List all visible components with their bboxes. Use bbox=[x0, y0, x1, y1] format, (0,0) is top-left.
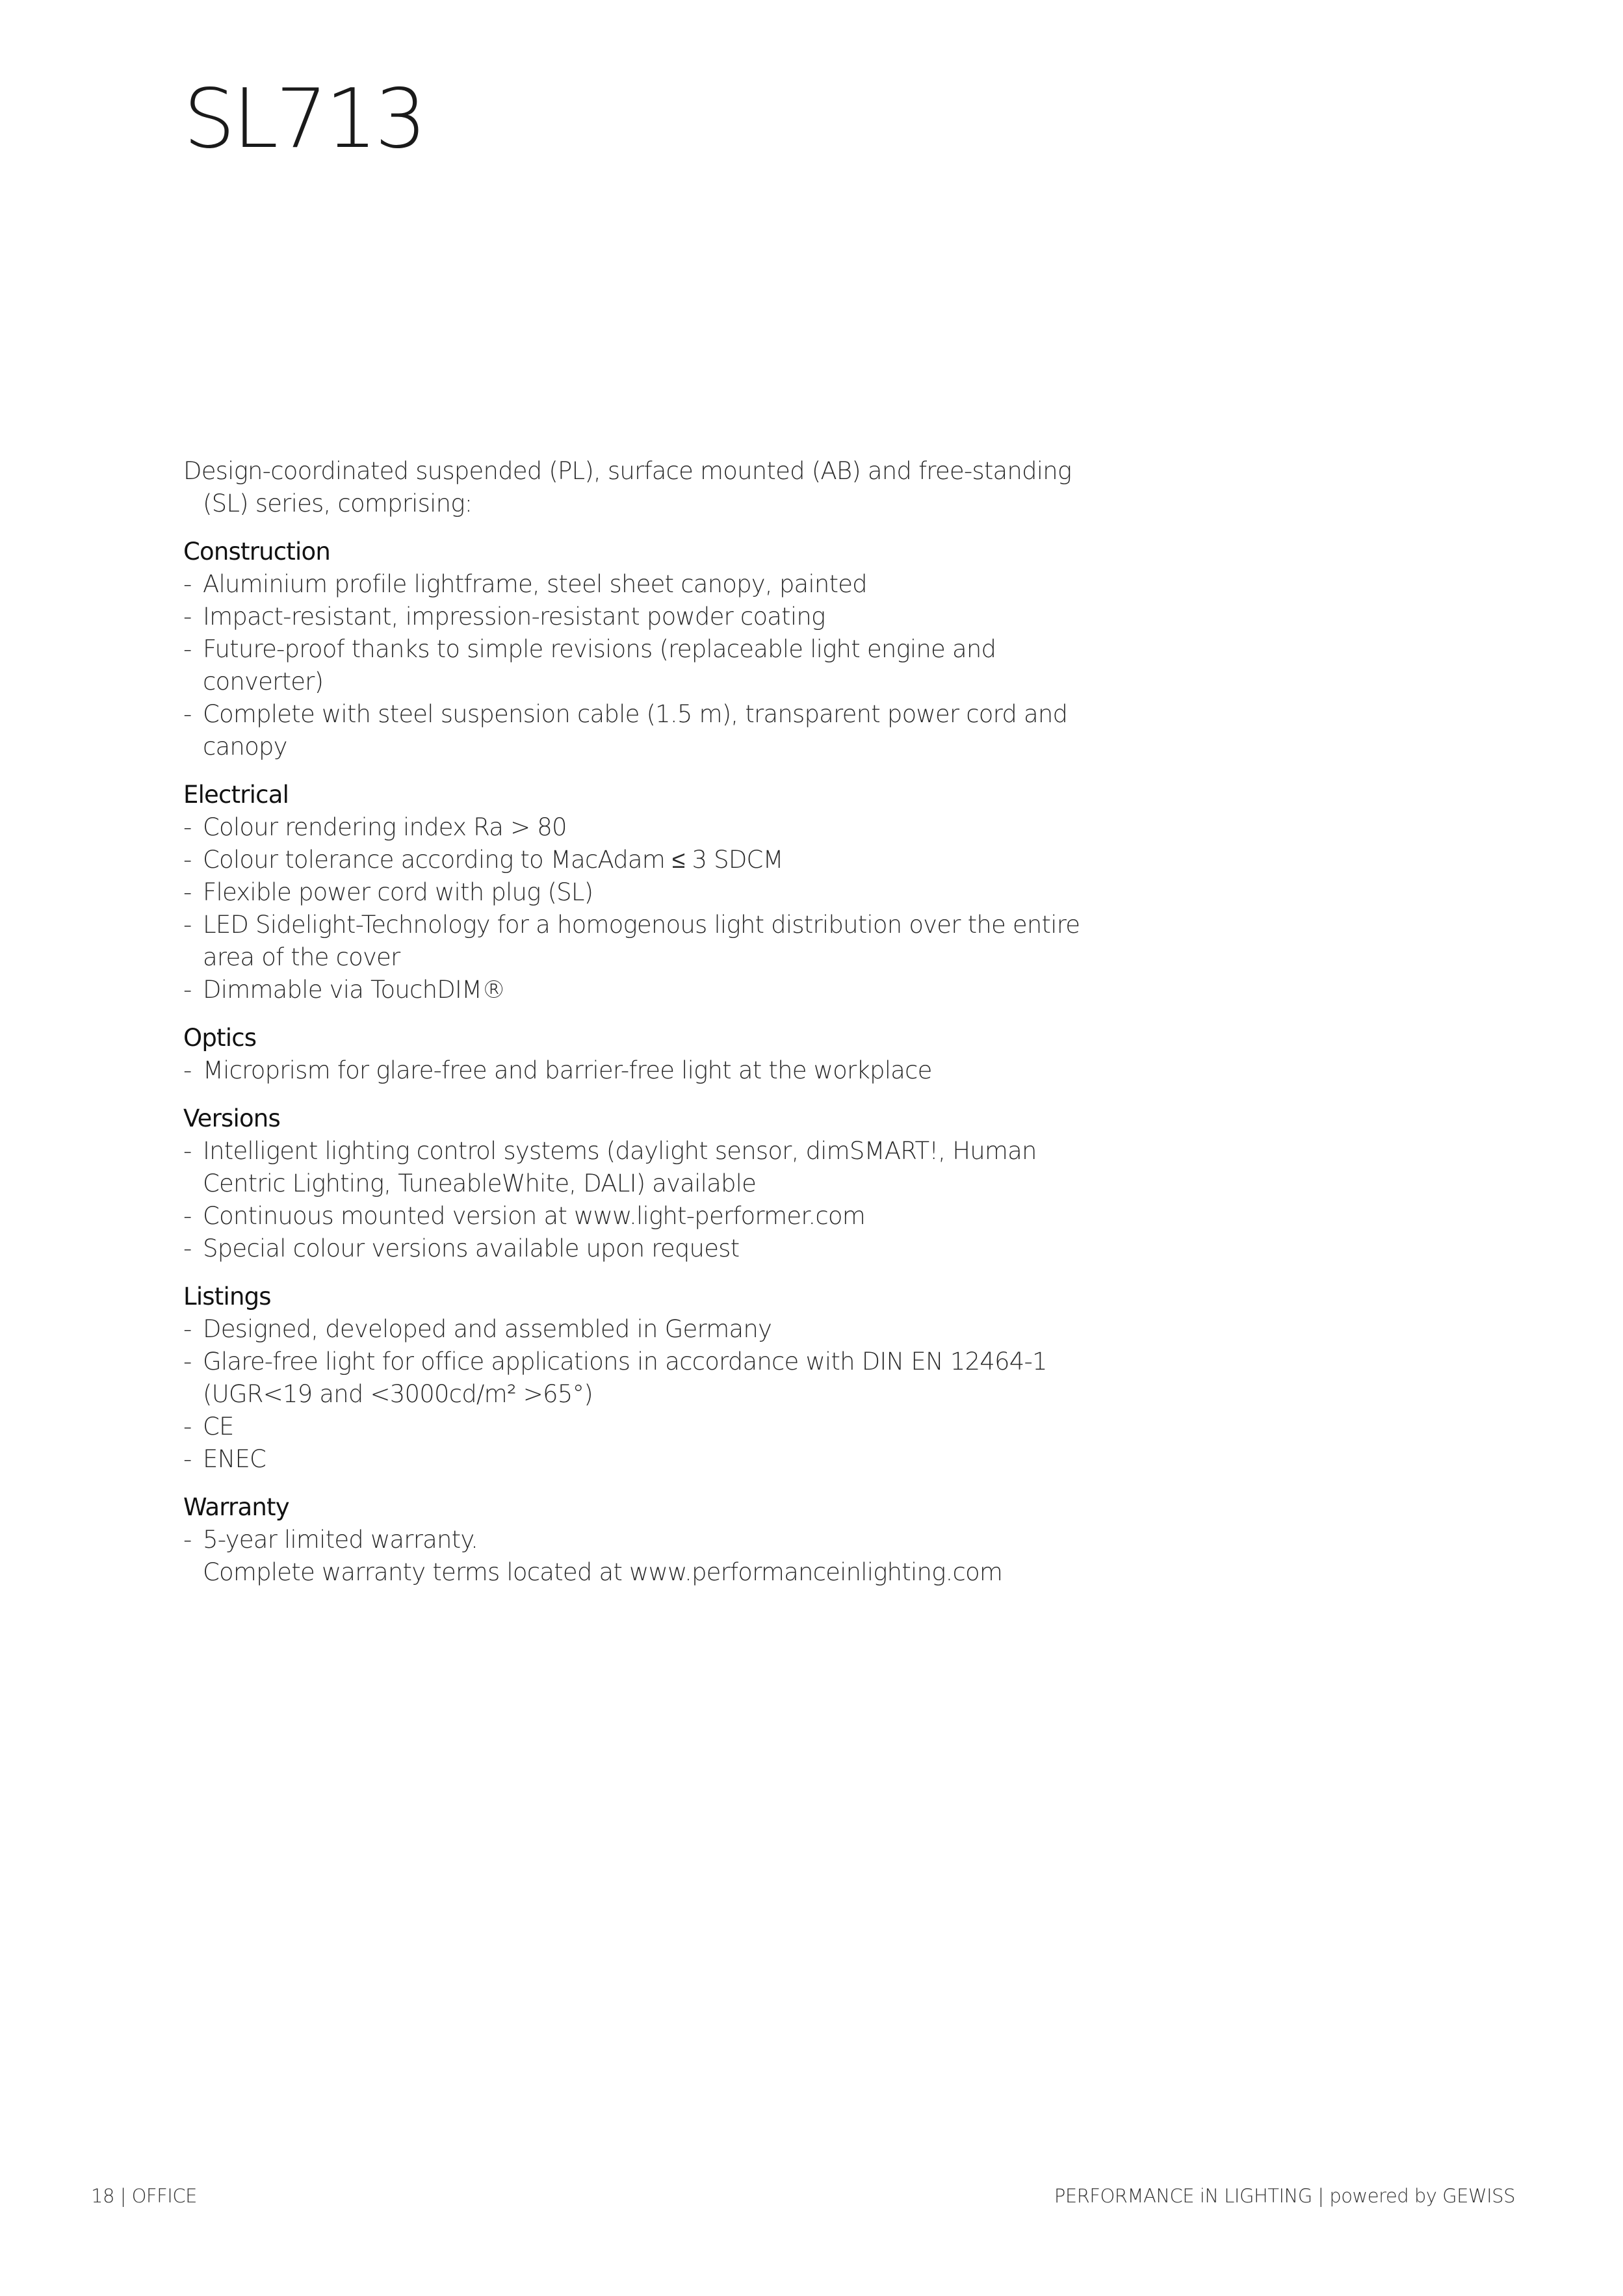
product-description bbox=[183, 455, 1093, 1604]
section-heading: Versions bbox=[183, 1104, 280, 1132]
item-list bbox=[183, 1313, 1093, 1476]
brand-footer: PERFORMANCE iN LIGHTING | powered by GEWISS bbox=[1054, 2185, 1515, 2207]
list-item: - Microprism for glare-free and barrier-free light at the workplace bbox=[183, 1056, 932, 1084]
list-item: - Aluminium profile lightframe, steel sheet canopy, painted bbox=[183, 570, 867, 598]
list-item: - Dimmable via TouchDIM® bbox=[183, 976, 506, 1004]
section-optics bbox=[183, 1022, 1093, 1087]
item-list bbox=[183, 1054, 1093, 1087]
item-list bbox=[183, 568, 1093, 763]
item-list bbox=[183, 811, 1093, 1006]
section-heading: Warranty bbox=[183, 1493, 289, 1521]
list-item: - Colour rendering index Ra > 80 bbox=[183, 813, 567, 841]
section-heading: Listings bbox=[183, 1283, 271, 1311]
list-item: - Glare-free light for office applications in accordance with DIN EN 12464-1 (UGR<19 and <3000cd/m² >65°) bbox=[183, 1348, 1047, 1408]
list-item: - Colour tolerance according to MacAdam ≤ 3 SDCM bbox=[183, 846, 783, 874]
list-item: - Continuous mounted version at www.light-performer.com bbox=[183, 1202, 865, 1230]
list-item: - Designed, developed and assembled in Germany bbox=[183, 1315, 772, 1343]
list-item: - 5-year limited warranty. Complete warranty terms located at www.performanceinlighting.com bbox=[183, 1524, 1093, 1589]
list-item: - ENEC bbox=[183, 1445, 266, 1473]
section-heading: Construction bbox=[183, 538, 330, 566]
section-versions bbox=[183, 1102, 1093, 1265]
item-list bbox=[183, 1135, 1093, 1265]
section-heading: Optics bbox=[183, 1024, 257, 1052]
list-item: - CE bbox=[183, 1413, 234, 1441]
list-item: - Intelligent lighting control systems (daylight sensor, dimSMART!, Human Centric Lighting, TuneableWhite, DALI) available bbox=[183, 1137, 1037, 1197]
list-item: - Special colour versions available upon request bbox=[183, 1234, 740, 1262]
section-construction bbox=[183, 536, 1093, 763]
list-item: - Flexible power cord with plug (SL) bbox=[183, 878, 593, 906]
item-list bbox=[183, 1524, 1093, 1589]
section-electrical bbox=[183, 779, 1093, 1006]
section-warranty bbox=[183, 1491, 1093, 1589]
warranty-terms: Complete warranty terms located at www.performanceinlighting.com bbox=[203, 1558, 1003, 1586]
page-number-footer: 18 | OFFICE bbox=[91, 2185, 197, 2207]
section-heading: Electrical bbox=[183, 781, 289, 809]
section-listings bbox=[183, 1281, 1093, 1476]
page-title: SL713 bbox=[183, 71, 424, 166]
list-item: - Impact-resistant, impression-resistant powder coating bbox=[183, 603, 825, 631]
list-item: - LED Sidelight-Technology for a homogenous light distribution over the entire area of the cover bbox=[183, 911, 1080, 971]
intro-text: Design-coordinated suspended (PL), surface mounted (AB) and free-standing (SL) series, comprising: bbox=[183, 457, 1072, 517]
list-item: - Future-proof thanks to simple revisions (replaceable light engine and converter) bbox=[183, 635, 996, 696]
list-item: - Complete with steel suspension cable (1.5 m), transparent power cord and canopy bbox=[183, 700, 1068, 761]
